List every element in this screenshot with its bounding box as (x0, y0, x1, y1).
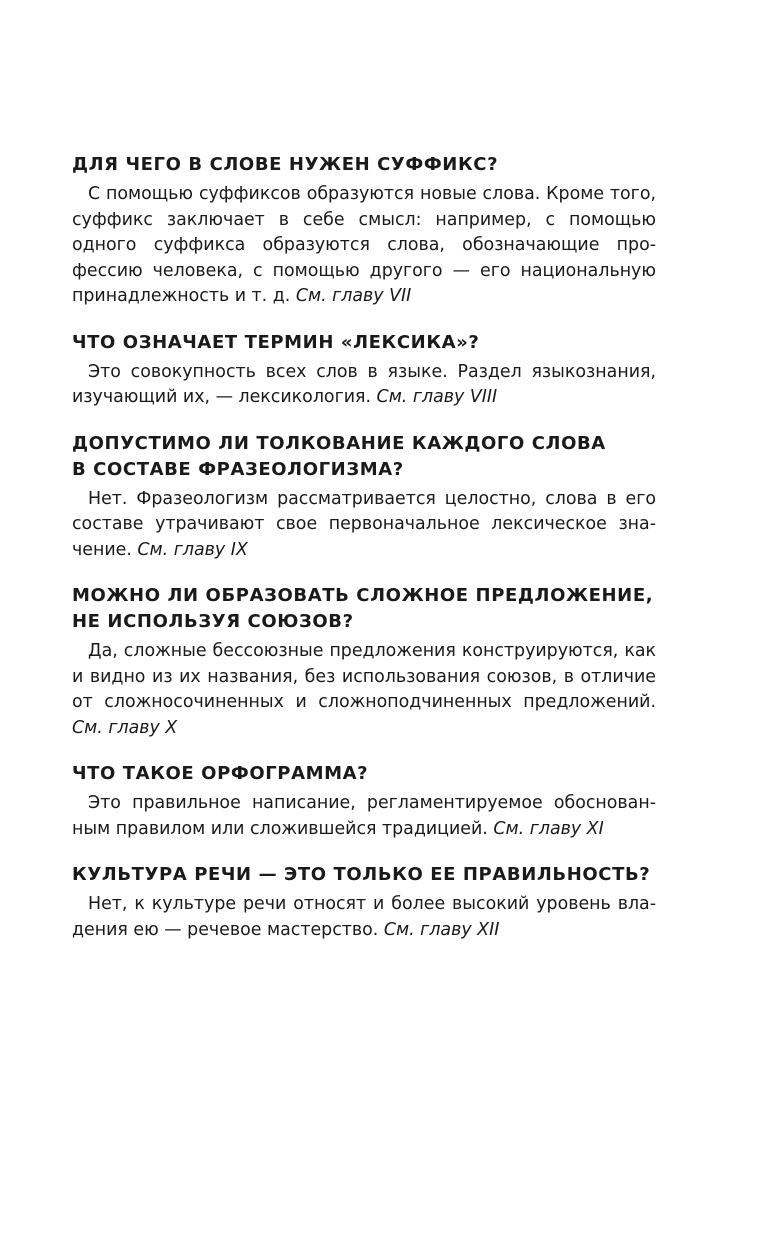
question-heading: ДЛЯ ЧЕГО В СЛОВЕ НУЖЕН СУФФИКС? (72, 154, 499, 175)
page-content (72, 152, 656, 963)
chapter-reference: См. главу IX (137, 539, 248, 560)
qa-item-speech-culture (72, 862, 656, 943)
question-heading: ЧТО ОЗНАЧАЕТ ТЕРМИН «ЛЕКСИКА»? (72, 331, 480, 353)
qa-item-complex-sentence (72, 583, 656, 741)
answer-text: Нет, к культуре речи относят и более высокий уровень владения ею — речевое мастерство. См. главу XII (72, 894, 656, 940)
qa-item-lexicon (72, 330, 656, 411)
answer-text: Это правильное написание, регламентируемое обоснованным правилом или сложившейся традицией. См. главу XI (72, 793, 656, 839)
chapter-reference: См. главу XII (383, 919, 500, 940)
answer-text: С помощью суффиксов образуются новые слова. Кроме того, суффикс заключает в себе смысл: например, с помощью одного суффикса образуются слова, обозначающие профессию человека, с помощью другого — его национальную принадлежность и т. д. См. главу VII (72, 184, 656, 306)
qa-item-phraseology (72, 431, 656, 564)
chapter-reference: См. главу XI (493, 818, 604, 839)
chapter-reference: См. главу VII (295, 286, 412, 306)
answer-text: Да, сложные бессоюзные предложения конструируются, как и видно из их названия, без использования союзов, в отличие от сложносочиненных и сложноподчиненных предложений. См. главу X (72, 641, 656, 738)
answer-text: Нет. Фразеологизм рассматривается целостно, слова в его составе утрачивают свое первоначальное лексическое значение. См. главу IX (72, 488, 656, 560)
question-heading: МОЖНО ЛИ ОБРАЗОВАТЬ СЛОЖНОЕ ПРЕДЛОЖЕНИЕ, НЕ ИСПОЛЬЗУЯ СОЮЗОВ? (72, 585, 654, 632)
answer-text: Это совокупность всех слов в языке. Раздел языкознания, изучающий их, — лексикология. См. главу VIII (72, 361, 656, 407)
question-heading: ЧТО ТАКОЕ ОРФОГРАММА? (72, 763, 369, 784)
qa-item-suffix (72, 152, 656, 310)
chapter-reference: См. главу X (72, 717, 178, 738)
chapter-reference: См. главу VIII (376, 387, 498, 407)
qa-item-orthogram (72, 761, 656, 842)
question-heading: КУЛЬТУРА РЕЧИ — ЭТО ТОЛЬКО ЕЕ ПРАВИЛЬНОСТЬ? (72, 864, 651, 885)
question-heading: ДОПУСТИМО ЛИ ТОЛКОВАНИЕ КАЖДОГО СЛОВА В СОСТАВЕ ФРАЗЕОЛОГИЗМА? (72, 432, 606, 480)
